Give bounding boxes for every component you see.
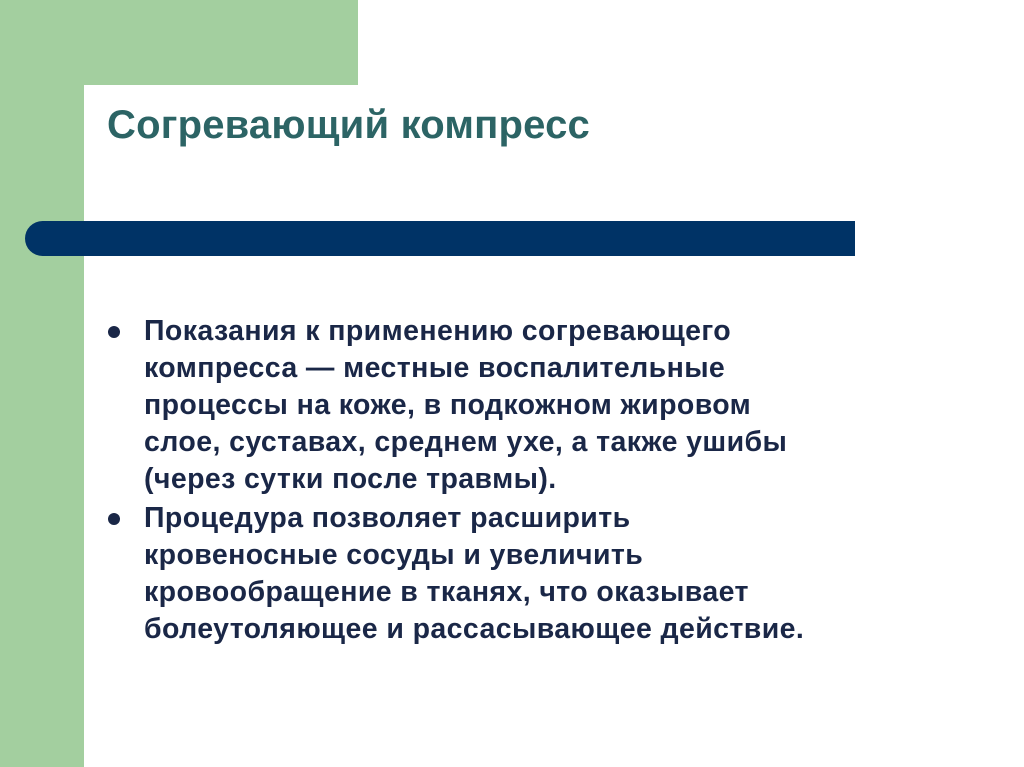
bullet-text: Процедура позволяет расширить кровеносные сосуды и увеличить кровообращение в тканях, что оказывает болеутоляющее и рассасывающее действие.	[144, 502, 805, 645]
bullet-item	[108, 500, 928, 648]
bullet-item	[108, 313, 928, 498]
bullet-text: Показания к применению согревающего компресса — местные воспалительные процессы на коже, в подкожном жировом слое, суставах, среднем ухе, а также ушибы (через сутки после травмы).	[144, 315, 788, 495]
bullet-list	[108, 313, 928, 650]
slide-title: Согревающий компресс	[107, 103, 590, 147]
title-divider-bar	[25, 221, 855, 256]
green-accent-left	[0, 0, 84, 767]
bullet-dot-icon	[108, 326, 120, 338]
bullet-dot-icon	[108, 513, 120, 525]
